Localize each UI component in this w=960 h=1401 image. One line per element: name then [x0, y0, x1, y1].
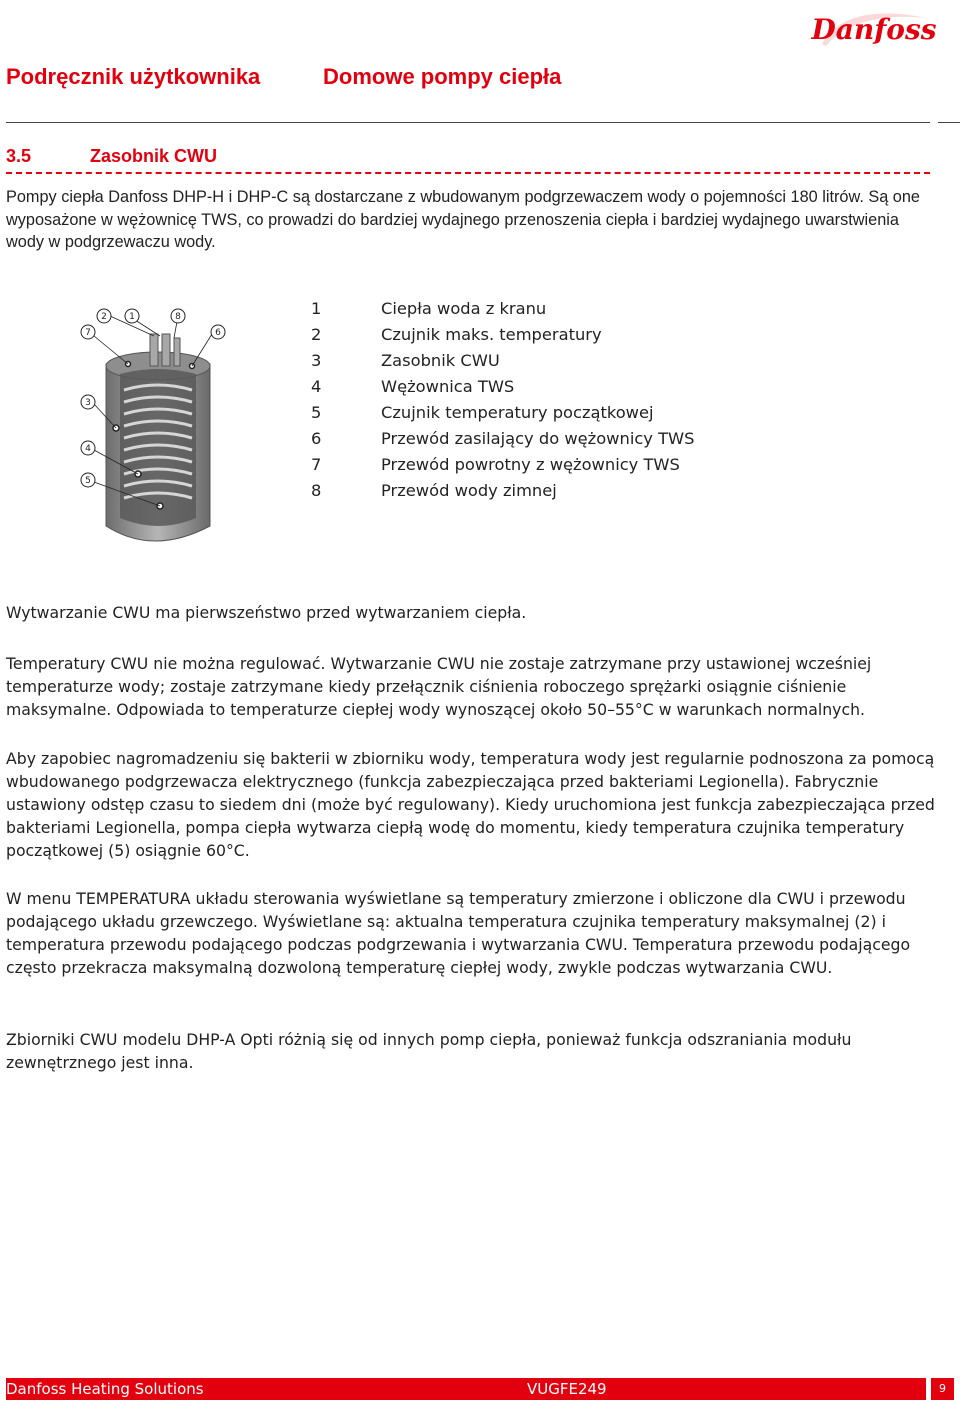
- legend-item: [311, 402, 771, 428]
- legend-number: 3: [311, 351, 322, 370]
- body-paragraph-legionella: Aby zapobiec nagromadzeniu się bakterii w zbiorniku wody, temperatura wody jest regularnie podnoszona za pomocą wbudowanego podgrzewacza elektrycznego (funkcja zabezpieczająca przed bakteriami Legionella). Fabrycznie ustawiony odstęp czasu to siedem dni (może być regulowany). Kiedy uruchomiona jest funkcja zabezpieczająca przed bakteriami Legionella, pompa ciepła wytwarza ciepłą wodę do momentu, kiedy temperatura czujnika temperatury początkowej (5) osiągnie 60°C.: [6, 749, 935, 860]
- legend-item: [311, 324, 771, 350]
- legend-item: [311, 298, 771, 324]
- danfoss-logo-mark: [811, 6, 937, 50]
- header-right-title: Domowe pompy ciepła: [323, 64, 562, 89]
- page-number: 9: [931, 1378, 954, 1400]
- legend-number: 2: [311, 325, 322, 344]
- section-number: 3.5: [6, 146, 32, 166]
- body-paragraph-priority: Wytwarzanie CWU ma pierwszeństwo przed wytwarzaniem ciepła.: [6, 603, 527, 622]
- legend-item: [311, 454, 771, 480]
- callout-8: 8: [175, 312, 181, 322]
- legend-text: Wężownica TWS: [381, 377, 515, 396]
- logo-text: Danfoss: [811, 13, 937, 46]
- legend-item: [311, 350, 771, 376]
- legend-item: [311, 376, 771, 402]
- header-rule: [6, 122, 930, 123]
- intro-paragraph: Pompy ciepła Danfoss DHP-H i DHP-C są dostarczane z wbudowanym podgrzewaczem wody o pojemności 180 litrów. Są one wyposażone w wężownicę TWS, co prowadzi do bardziej wydajnego przenoszenia ciepła i bardziej wydajnego uwarstwienia wody w podgrzewaczu wody.: [6, 188, 920, 251]
- header-left-title: Podręcznik użytkownika: [6, 64, 261, 89]
- legend-text: Przewód zasilający do wężownicy TWS: [381, 429, 695, 448]
- callout-5: 5: [85, 476, 91, 486]
- legend-number: 8: [311, 481, 322, 500]
- figure-legend: [311, 298, 771, 506]
- callout-4: 4: [85, 444, 91, 454]
- body-paragraph-regulation: Temperatury CWU nie można regulować. Wytwarzanie CWU nie zostaje zatrzymane przy ustawionej wcześniej temperaturze wody; zostaje zatrzymane kiedy przełącznik ciśnienia roboczego sprężarki osiągnie ciśnienie maksymalne. Odpowiada to temperaturze ciepłej wody wynoszącej około 50–55°C w warunkach normalnych.: [6, 654, 872, 719]
- legend-text: Przewód wody zimnej: [381, 481, 557, 500]
- callout-6: 6: [215, 328, 221, 338]
- callout-1: 1: [129, 312, 135, 322]
- callout-7: 7: [85, 328, 91, 338]
- legend-text: Czujnik maks. temperatury: [381, 325, 602, 344]
- legend-item: [311, 480, 771, 506]
- legend-text: Ciepła woda z kranu: [381, 299, 547, 318]
- legend-text: Przewód powrotny z wężownicy TWS: [381, 455, 680, 474]
- legend-number: 6: [311, 429, 322, 448]
- callout-3: 3: [85, 398, 91, 408]
- legend-number: 1: [311, 299, 322, 318]
- tank-illustration: [68, 294, 248, 566]
- callout-2: 2: [101, 312, 107, 322]
- header-rule-end: [938, 122, 960, 123]
- legend-number: 7: [311, 455, 322, 474]
- legend-number: 4: [311, 377, 322, 396]
- tank-figure: [68, 294, 248, 566]
- legend-text: Zasobnik CWU: [381, 351, 500, 370]
- section-title: Zasobnik CWU: [90, 146, 218, 166]
- footer-doc-code: VUGFE249: [527, 1380, 607, 1398]
- body-paragraph-temperature-menu: W menu TEMPERATURA układu sterowania wyświetlane są temperatury zmierzone i obliczone dla CWU i przewodu podającego układu grzewczego. Wyświetlane są: aktualna temperatura czujnika temperatury maksymalnej (2) i temperatura przewodu podającego podczas podgrzewania i wytwarzania CWU. Temperatura przewodu podającego często przekracza maksymalną dozwoloną temperaturę ciepłej wody, zwykle podczas wytwarzania CWU.: [6, 889, 911, 977]
- legend-text: Czujnik temperatury początkowej: [381, 403, 654, 422]
- danfoss-logo: [811, 6, 937, 50]
- section-divider: [6, 172, 930, 174]
- footer-company: Danfoss Heating Solutions: [6, 1380, 204, 1398]
- body-paragraph-opti: Zbiorniki CWU modelu DHP-A Opti różnią się od innych pomp ciepła, ponieważ funkcja odszraniania modułu zewnętrznego jest inna.: [6, 1030, 852, 1072]
- legend-number: 5: [311, 403, 322, 422]
- legend-item: [311, 428, 771, 454]
